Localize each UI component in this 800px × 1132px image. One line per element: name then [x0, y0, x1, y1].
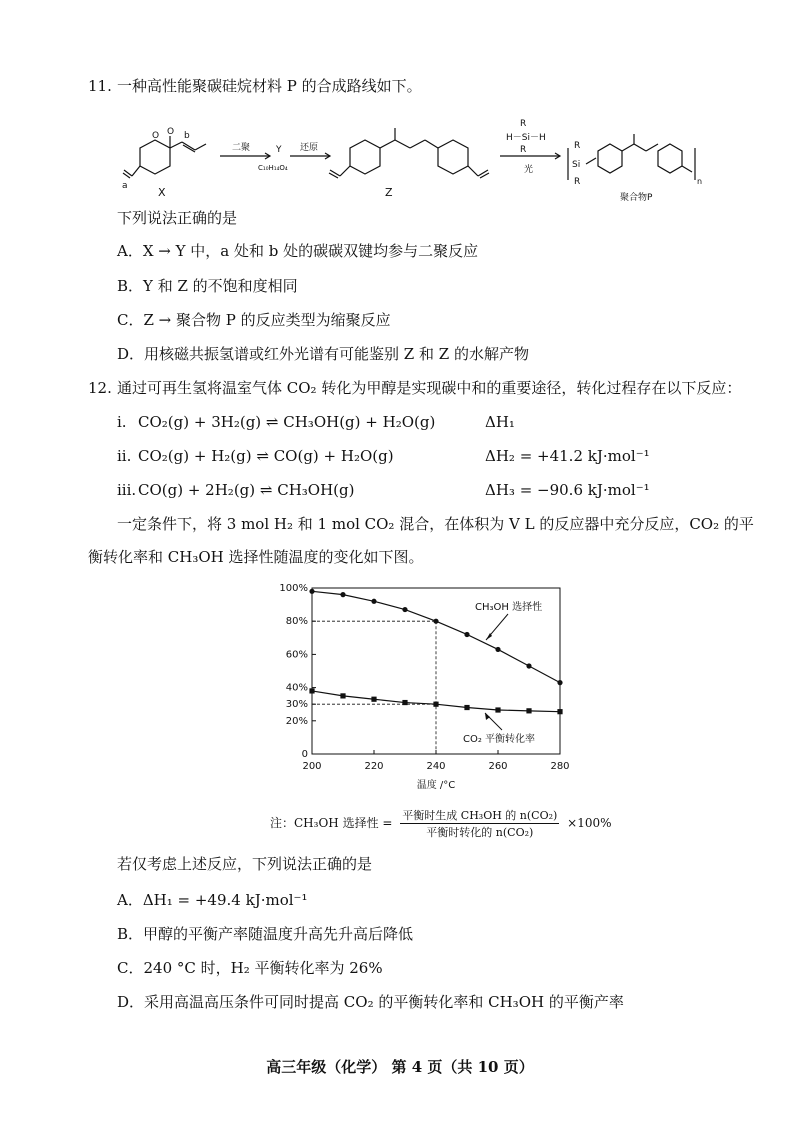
- q12-number: 12.: [88, 379, 112, 397]
- label-b: b: [184, 131, 190, 141]
- reagent-sih: H－Si－H: [506, 133, 546, 143]
- q11-prompt: 下列说法正确的是: [117, 209, 238, 227]
- equilibrium-chart: [280, 578, 580, 793]
- q12-option-a: A．ΔH₁ = +49.4 kJ·mol⁻¹: [117, 891, 308, 909]
- series-1-point: [309, 589, 314, 594]
- reaction-1-dh: ΔH₁: [485, 413, 515, 431]
- x-ring: [140, 140, 170, 174]
- series-1-point: [495, 647, 500, 652]
- label-ring-o-x: O: [152, 131, 160, 141]
- reaction-2-label: ii.: [117, 447, 132, 465]
- arrow1-top: 二聚: [232, 143, 251, 153]
- reaction-2-dh: ΔH₂ = +41.2 kJ·mol⁻¹: [485, 447, 650, 465]
- x-tick-label: 240: [426, 761, 446, 772]
- label-o-x: O: [167, 127, 175, 137]
- note-fraction: [400, 807, 559, 840]
- y-tick-label: 60%: [285, 649, 308, 661]
- reaction-3-dh: ΔH₃ = −90.6 kJ·mol⁻¹: [485, 481, 650, 499]
- poly-r-bottom: R: [574, 177, 581, 187]
- reaction-1-label: i.: [117, 413, 127, 431]
- poly-si: Si: [572, 160, 581, 170]
- series-1-label: CH₃OH 选择性: [475, 602, 543, 613]
- reagent-r-bottom: R: [520, 145, 527, 155]
- label-x: X: [158, 186, 166, 199]
- reaction-3-label: iii.: [117, 481, 137, 499]
- series-1-point: [464, 632, 469, 637]
- y-tick-label: 100%: [279, 583, 308, 594]
- selectivity-note: [270, 807, 612, 840]
- p-ring-left: [598, 144, 622, 173]
- y-tick-label: 20%: [285, 715, 308, 727]
- x-tick-label: 260: [488, 761, 508, 772]
- series-1-point: [433, 619, 438, 624]
- series-2-point: [557, 709, 562, 714]
- p-ring-right: [658, 144, 682, 173]
- series-2-point: [340, 693, 345, 698]
- y-tick-label: 40%: [285, 682, 308, 694]
- q11-stem: 一种高性能聚碳硅烷材料 P 的合成路线如下。: [117, 77, 422, 95]
- label-a: a: [122, 181, 128, 191]
- series-1-point: [402, 607, 407, 612]
- q11-option-d: D．用核磁共振氢谱或红外光谱有可能鉴别 Z 和 Z 的水解产物: [117, 345, 529, 363]
- q12-condition-line2: 衡转化率和 CH₃OH 选择性随温度的变化如下图。: [88, 548, 424, 566]
- q12-stem: 通过可再生氢将温室气体 CO₂ 转化为甲醇是实现碳中和的重要途径，转化过程存在以下反应：: [117, 379, 742, 397]
- note-prefix: 注：CH₃OH 选择性 =: [270, 816, 393, 830]
- series-2-point: [495, 707, 500, 712]
- q11-option-c: C．Z → 聚合物 P 的反应类型为缩聚反应: [117, 311, 391, 329]
- label-z: Z: [385, 186, 393, 199]
- q12-option-b: B．甲醇的平衡产率随温度升高先升高后降低: [117, 925, 414, 943]
- arrow1-reagent: 还原: [300, 143, 319, 153]
- q11-option-a: A．X → Y 中，a 处和 b 处的碳碳双键均参与二聚反应: [117, 242, 479, 260]
- x-axis-label: 温度 /°C: [416, 780, 456, 791]
- note-numerator: 平衡时生成 CH₃OH 的 n(CO₂): [402, 809, 558, 822]
- y-tick-label: 30%: [285, 699, 308, 711]
- arrow1-y: Y: [276, 145, 282, 155]
- poly-n: n: [697, 177, 703, 186]
- x-tick-label: 220: [364, 761, 384, 772]
- x-tick-label: 280: [550, 761, 570, 772]
- series-1-point: [557, 680, 562, 685]
- reaction-2-equation: CO₂(g) + H₂(g) ⇌ CO(g) + H₂O(g): [138, 447, 394, 465]
- reaction-1-equation: CO₂(g) + 3H₂(g) ⇌ CH₃OH(g) + H₂O(g): [138, 413, 436, 431]
- q12-option-c: C．240 °C 时，H₂ 平衡转化率为 26%: [117, 959, 383, 977]
- page-footer: 高三年级（化学） 第 4 页（共 10 页）: [266, 1058, 534, 1076]
- z-ring-right: [438, 140, 468, 174]
- label-p: 聚合物P: [620, 193, 653, 203]
- series-2-label: CO₂ 平衡转化率: [463, 734, 536, 745]
- arrow2-bottom: 光: [524, 165, 534, 175]
- y-tick-label: 0: [301, 749, 308, 760]
- y-tick-label: 80%: [285, 616, 308, 628]
- series-2-point: [309, 688, 314, 693]
- synthesis-scheme: [120, 118, 703, 213]
- series-2-point: [402, 700, 407, 705]
- series-1-point: [526, 663, 531, 668]
- series-1-point: [371, 599, 376, 604]
- series-2-point: [433, 702, 438, 707]
- arrow1-formula: C₁₀H₁₄O₄: [258, 164, 288, 172]
- q12-option-d: D．采用高温高压条件可同时提高 CO₂ 的平衡转化率和 CH₃OH 的平衡产率: [117, 993, 624, 1011]
- poly-r-top: R: [574, 141, 581, 151]
- q11-option-b: B．Y 和 Z 的不饱和度相同: [117, 277, 298, 295]
- series-2-point: [526, 708, 531, 713]
- series-2-arrowhead: [485, 713, 490, 720]
- q12-prompt: 若仅考虑上述反应，下列说法正确的是: [117, 855, 373, 873]
- series-1-point: [340, 592, 345, 597]
- x-tick-label: 200: [302, 761, 322, 772]
- series-2-point: [464, 705, 469, 710]
- reaction-3-equation: CO(g) + 2H₂(g) ⇌ CH₃OH(g): [138, 481, 355, 499]
- series-2-point: [371, 697, 376, 702]
- reagent-r-top: R: [520, 119, 527, 129]
- q12-condition-line1: 一定条件下，将 3 mol H₂ 和 1 mol CO₂ 混合，在体积为 V L 的反应器中充分反应，CO₂ 的平: [117, 515, 754, 533]
- q11-number: 11.: [88, 77, 112, 95]
- note-denominator: 平衡时转化的 n(CO₂): [426, 826, 534, 839]
- note-suffix: ×100%: [567, 816, 612, 830]
- z-ring-left: [350, 140, 380, 174]
